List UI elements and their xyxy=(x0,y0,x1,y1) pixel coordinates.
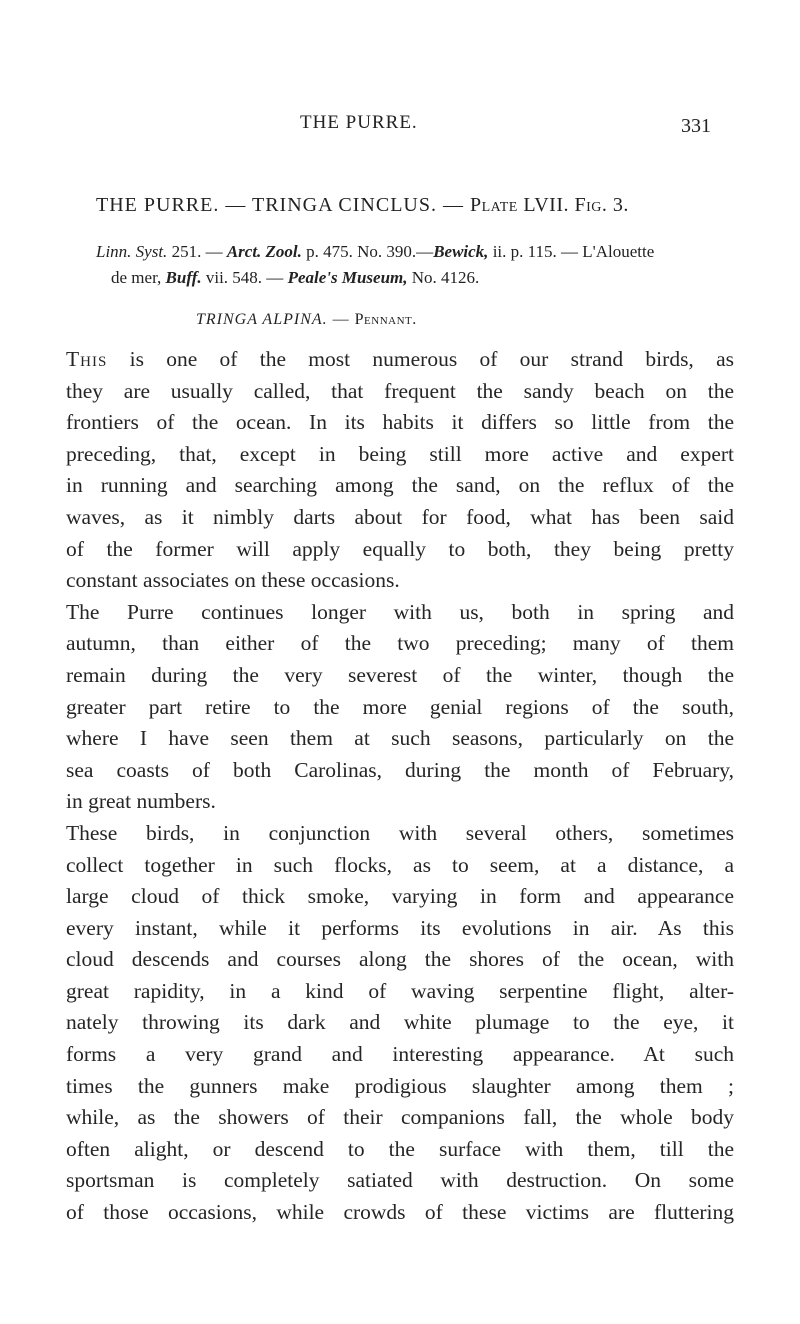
body-line: constant associates on these occasions. xyxy=(66,568,400,593)
body-line: sea coasts of both Carolinas, during the month of February, xyxy=(66,757,734,782)
body-line: autumn, than either of the two preceding; many of them xyxy=(66,631,734,656)
body-line: nately throwing its dark and white plumage to the eye, it xyxy=(66,1010,734,1035)
article-title xyxy=(96,194,629,217)
body-line: remain during the very severest of the winter, though the xyxy=(66,662,734,687)
body-line: sportsman is completely satiated with destruction. On some xyxy=(66,1168,734,1193)
title-plate: Plate LVII. Fig. 3. xyxy=(470,194,629,216)
title-main: THE PURRE. — TRINGA CINCLUS. — xyxy=(96,194,470,216)
references xyxy=(96,239,726,291)
first-word: This xyxy=(66,347,108,371)
ref-peale: Peale's Museum, xyxy=(287,268,408,287)
synonym-dash: — xyxy=(327,311,355,328)
body-text xyxy=(66,344,734,1229)
body-line: waves, as it nimbly darts about for food, what has been said xyxy=(66,504,734,529)
ref-linn-page: 251. — xyxy=(167,242,227,261)
body-line: collect together in such flocks, as to seem, at a distance, a xyxy=(66,852,734,877)
body-line: of those occasions, while crowds of these victims are fluttering xyxy=(66,1200,734,1225)
body-line: preceding, that, except in being still more active and expert xyxy=(66,441,734,466)
synonym-name: TRINGA ALPINA. xyxy=(196,311,328,328)
body-line: often alight, or descend to the surface with them, till the xyxy=(66,1136,734,1161)
ref-linn: Linn. Syst. xyxy=(96,242,168,261)
body-line: while, as the showers of their companions fall, the whole body xyxy=(66,1105,734,1130)
ref-buff: Buff. xyxy=(165,268,202,287)
body-line: cloud descends and courses along the shores of the ocean, with xyxy=(66,947,734,972)
page-number: 331 xyxy=(681,115,711,137)
synonym-author: Pennant. xyxy=(354,311,417,328)
body-line: of the former will apply equally to both, they being pretty xyxy=(66,536,734,561)
synonym xyxy=(196,311,417,329)
ref-bewick: Bewick, xyxy=(433,242,489,261)
ref-arct-page: p. 475. No. 390.— xyxy=(301,242,434,261)
body-line: This is one of the most numerous of our strand birds, as xyxy=(66,347,734,371)
body-line: greater part retire to the more genial regions of the south, xyxy=(66,694,734,719)
ref-bewick-page: ii. p. 115. — L'Alouette xyxy=(488,242,655,261)
running-head: THE PURRE. xyxy=(300,112,418,133)
body-line: in running and searching among the sand, on the reflux of the xyxy=(66,473,734,498)
ref-buff-page: vii. 548. — xyxy=(201,268,288,287)
body-line: The Purre continues longer with us, both in spring and xyxy=(66,599,734,624)
ref-line2-start: de mer, xyxy=(111,268,166,287)
body-line: in great numbers. xyxy=(66,789,216,814)
body-line: great rapidity, in a kind of waving serpentine flight, alter- xyxy=(66,978,734,1003)
body-line: frontiers of the ocean. In its habits it differs so little from the xyxy=(66,410,734,435)
body-line: large cloud of thick smoke, varying in form and appearance xyxy=(66,884,734,909)
body-line: forms a very grand and interesting appearance. At such xyxy=(66,1042,734,1067)
ref-arct: Arct. Zool. xyxy=(226,242,302,261)
body-line: they are usually called, that frequent the sandy beach on the xyxy=(66,378,734,403)
body-line: where I have seen them at such seasons, particularly on the xyxy=(66,726,734,751)
body-line: times the gunners make prodigious slaughter among them ; xyxy=(66,1073,734,1098)
body-line: These birds, in conjunction with several others, sometimes xyxy=(66,820,734,845)
ref-peale-no: No. 4126. xyxy=(407,268,480,287)
body-line: every instant, while it performs its evolutions in air. As this xyxy=(66,915,734,940)
